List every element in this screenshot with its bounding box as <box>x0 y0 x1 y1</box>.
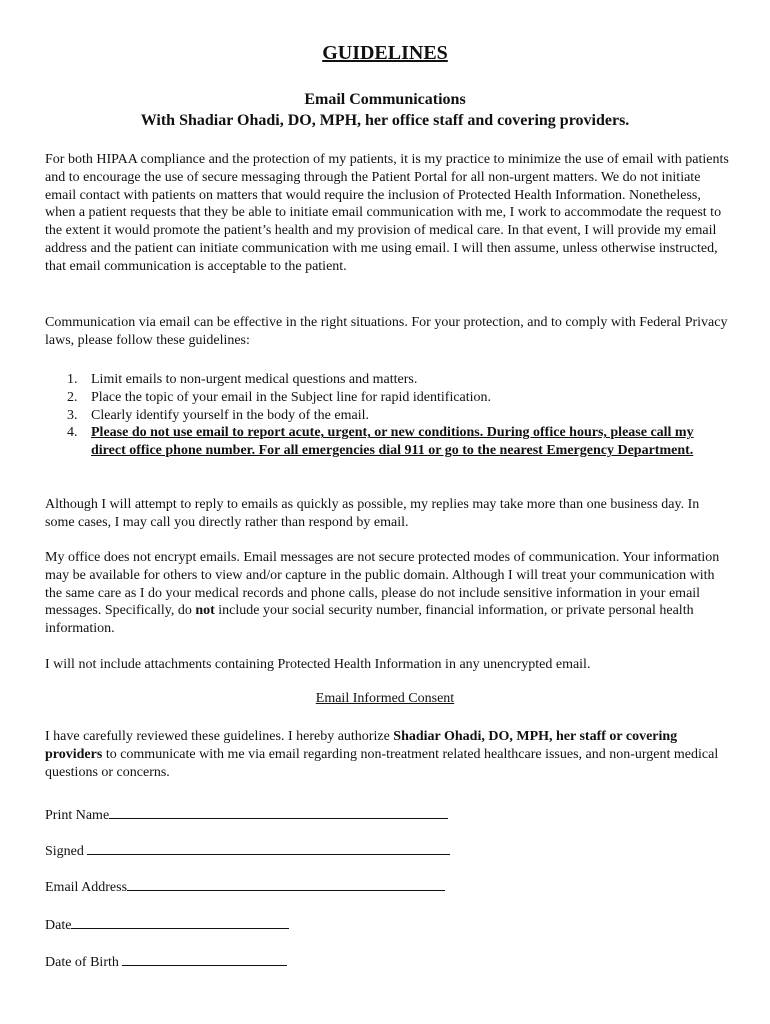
reply-time-paragraph: Although I will attempt to reply to emails as quickly as possible, my replies may take more than one business day. In some cases, I may call you directly rather than respond by email. <box>45 497 700 530</box>
intro-paragraph: For both HIPAA compliance and the protection of my patients, it is my practice to minimize the use of email with patients and to encourage the use of secure messaging through the Patient Portal for all non-urgent matters. We do not initiate email contact with patients on matters that would require the inclusion of Protected Health Information. Nonetheless, when a patient requests that they be able to initiate email communication with me, I work to accommodate the request to the extent it would promote the patient’s health and my provision of medical care. In that event, I will provide my email address and the patient can initiate communication with me using email. I will then assume, unless otherwise instructed, that email communication is acceptable to the patient. <box>45 152 729 274</box>
signature-line[interactable] <box>87 840 450 855</box>
signed-field[interactable]: Signed <box>45 840 450 860</box>
guidelines-list <box>45 371 730 460</box>
subtitle-email-communications: Email Communications <box>304 91 466 108</box>
list-item: 1. Limit emails to non-urgent medical questions and matters. <box>67 372 418 387</box>
consent-paragraph: I have carefully reviewed these guidelines. I hereby authorize Shadiar Ohadi, DO, MPH, her staff or covering providers to communicate with me via email regarding non-treatment related healthcare issues, and non-urgent medical questions or concerns. <box>45 729 719 780</box>
list-item: 2. Place the topic of your email in the Subject line for rapid identification. <box>67 389 492 405</box>
date-of-birth-line[interactable] <box>122 951 287 966</box>
list-item: 3. Clearly identify yourself in the body of the email. <box>67 407 369 423</box>
attachments-paragraph: I will not include attachments containing Protected Health Information in any unencrypted email. <box>45 657 591 672</box>
list-item: 4. Please do not use email to report acute, urgent, or new conditions. During office hours, please call my direct office phone number. For all emergencies dial 911 or go to the nearest Emergency Department. <box>67 425 694 459</box>
encryption-paragraph: My office does not encrypt emails. Email messages are not secure protected modes of communication. Your information may be available for others to view and/or capture in the public domain. Although I will treat your communication with the same care as I do your medical records and phone calls, please do not include sensitive information in your email messages. Specifically, do not include your social security number, financial information, or private personal health information. <box>45 550 720 637</box>
date-of-birth-field[interactable]: Date of Birth <box>45 951 287 971</box>
consent-heading: Email Informed Consent <box>315 691 455 706</box>
document-title: GUIDELINES <box>322 42 448 64</box>
date-line[interactable] <box>71 914 289 929</box>
emergency-warning: Please do not use email to report acute, urgent, or new conditions. During office hours, please call my direct office phone number. For all emergencies dial 911 or go to the nearest Emergency Department. <box>91 425 694 459</box>
guidelines-intro-paragraph: Communication via email can be effective in the right situations. For your protection, and to comply with Federal Privacy laws, please follow these guidelines: <box>45 315 728 348</box>
print-name-field[interactable]: Print Name <box>45 804 448 824</box>
subtitle-provider: With Shadiar Ohadi, DO, MPH, her office staff and covering providers. <box>140 112 630 129</box>
date-field[interactable]: Date <box>45 914 289 934</box>
email-address-field[interactable]: Email Address <box>45 876 445 896</box>
email-address-line[interactable] <box>127 876 445 891</box>
print-name-line[interactable] <box>109 804 448 819</box>
